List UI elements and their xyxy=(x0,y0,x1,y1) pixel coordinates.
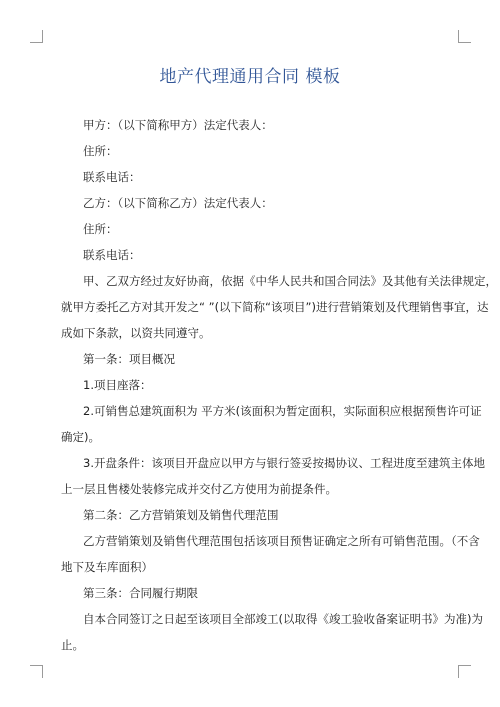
document-title: 地产代理通用合同 模板 xyxy=(159,67,341,87)
party-b-address: 住所： xyxy=(83,222,118,236)
party-a-phone: 联系电话： xyxy=(83,170,141,184)
article-2-heading: 第二条：乙方营销策划及销售代理范围 xyxy=(83,508,279,522)
article-3-heading: 第三条：合同履行期限 xyxy=(83,586,198,600)
party-b-phone: 联系电话： xyxy=(83,248,141,262)
preamble-line-2: 就甲方委托乙方对其开发之“ ”(以下简称“该项目”)进行营销策划及代理销售事宜，达 xyxy=(61,300,489,314)
article-1-item-2-line-1: 2.可销售总建筑面积为 平方米(该面积为暂定面积，实际面积应根据预售许可证 xyxy=(83,404,482,418)
page-corner-mark-top-right xyxy=(458,30,471,43)
article-1-heading: 第一条：项目概况 xyxy=(83,352,175,366)
page-corner-mark-bottom-left xyxy=(30,665,43,678)
article-3-body-line-1: 自本合同签订之日起至该项目全部竣工(以取得《竣工验收备案证明书》为准)为 xyxy=(83,612,483,626)
party-a-line: 甲方：（以下简称甲方）法定代表人： xyxy=(83,118,273,132)
article-1-item-3-line-1: 3.开盘条件：该项目开盘应以甲方与银行签妥按揭协议、工程进度至建筑主体地 xyxy=(83,456,485,470)
page-corner-mark-bottom-right xyxy=(458,665,471,678)
preamble-line-1: 甲、乙双方经过友好协商，依据《中华人民共和国合同法》及其他有关法律规定， xyxy=(83,274,497,288)
party-a-address: 住所： xyxy=(83,144,118,158)
article-2-body-line-2: 地下及车库面积） xyxy=(61,560,153,574)
party-b-line: 乙方：（以下简称乙方）法定代表人： xyxy=(83,196,273,210)
preamble-line-3: 成如下条款，以资共同遵守。 xyxy=(61,326,211,340)
page-corner-mark-top-left xyxy=(30,30,43,43)
article-1-item-3-line-2: 上一层且售楼处装修完成并交付乙方使用为前提条件。 xyxy=(61,482,337,496)
article-2-body-line-1: 乙方营销策划及销售代理范围包括该项目预售证确定之所有可销售范围。（不含 xyxy=(83,534,480,548)
article-1-item-2-line-2: 确定)。 xyxy=(61,430,100,444)
article-3-body-line-2: 止。 xyxy=(61,638,84,652)
article-1-item-1: 1.项目座落： xyxy=(83,378,152,392)
document-body xyxy=(61,112,497,658)
